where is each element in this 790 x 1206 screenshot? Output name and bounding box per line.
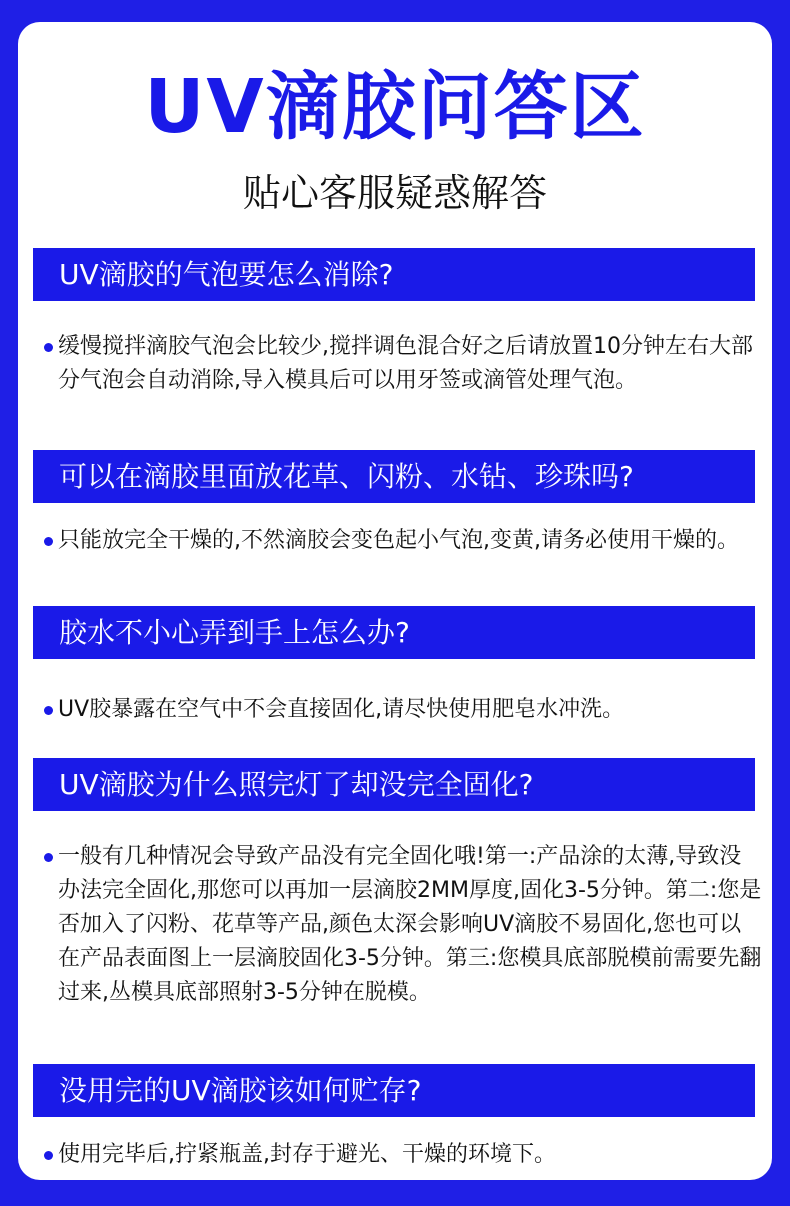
faq-answer-text: 缓慢搅拌滴胶气泡会比较少,搅拌调色混合好之后请放置10分钟左右大部分气泡会自动消除,导入模具后可以用牙签或滴管处理气泡。	[58, 334, 753, 393]
faq-answer-text: UV胶暴露在空气中不会直接固化,请尽快使用肥皂水冲洗。	[58, 697, 625, 722]
faq-answer-curing	[40, 840, 762, 1010]
bullet-dot-icon	[44, 706, 53, 715]
faq-question-curing: UV滴胶为什么照完灯了却没完全固化?	[33, 758, 755, 811]
bullet-dot-icon	[44, 343, 53, 352]
faq-answer-text: 使用完毕后,拧紧瓶盖,封存于避光、干燥的环境下。	[58, 1142, 556, 1167]
faq-question-bubbles: UV滴胶的气泡要怎么消除?	[33, 248, 755, 301]
bullet-dot-icon	[44, 853, 53, 862]
faq-question-storage: 没用完的UV滴胶该如何贮存?	[33, 1064, 755, 1117]
page-subtitle: 贴心客服疑惑解答	[242, 171, 547, 215]
faq-answer-text: 只能放完全干燥的,不然滴胶会变色起小气泡,变黄,请务必使用干燥的。	[58, 528, 739, 553]
bullet-dot-icon	[44, 1151, 53, 1160]
faq-answer-text: 一般有几种情况会导致产品没有完全固化哦!第一:产品涂的太薄,导致没办法完全固化,那您可以再加一层滴胶2MM厚度,固化3-5分钟。第二:您是否加入了闪粉、花草等产品,颜色太深会影响UV滴胶不易固化,您也可以在产品表面图上一层滴胶固化3-5分钟。第三:您模具底部脱模前需要先翻过来,丛模具底部照射3-5分钟在脱模。	[58, 844, 762, 1005]
faq-answer-bubbles	[40, 330, 762, 398]
faq-answer-inclusions	[40, 524, 762, 558]
faq-answer-skin-contact	[40, 693, 762, 727]
faq-question-skin-contact: 胶水不小心弄到手上怎么办?	[33, 606, 755, 659]
faq-answer-storage	[40, 1138, 762, 1172]
faq-question-inclusions: 可以在滴胶里面放花草、闪粉、水钻、珍珠吗?	[33, 450, 755, 503]
bullet-dot-icon	[44, 537, 53, 546]
page-title: UV滴胶问答区	[144, 64, 646, 150]
